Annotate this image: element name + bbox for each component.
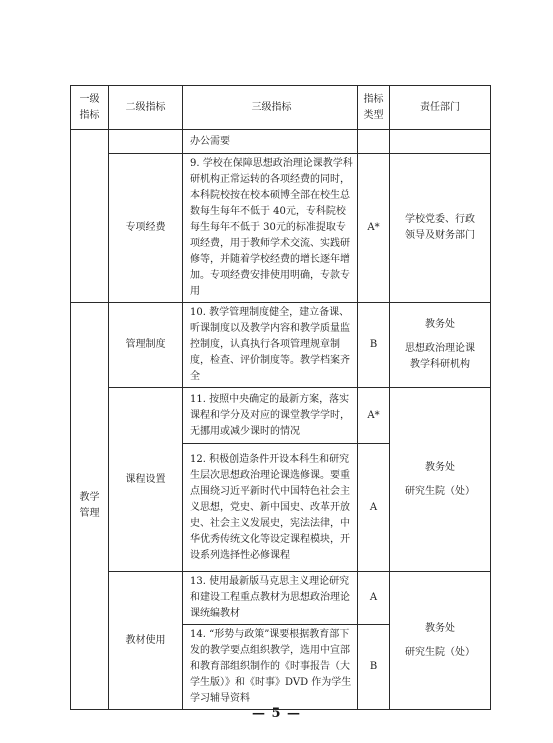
level3-cell-office: 办公需要 bbox=[183, 130, 358, 154]
dept-line: 教务处 bbox=[425, 461, 455, 473]
dept-cell-mgmt-system bbox=[390, 303, 491, 388]
level1-cell-teaching-management bbox=[71, 303, 109, 710]
page-number: — 5 — bbox=[251, 706, 302, 721]
dept-line: 研究生院（处） bbox=[405, 485, 475, 497]
table-row bbox=[71, 388, 491, 444]
header-dept: 责任部门 bbox=[390, 86, 491, 130]
header-level1-text: 一级 指标 bbox=[79, 93, 100, 121]
level2-cell-empty bbox=[109, 130, 183, 154]
header-level2: 二级指标 bbox=[109, 86, 183, 130]
table-row bbox=[71, 130, 491, 154]
level3-cell-item9: 9. 学校在保障思想政治理论课教学科研机构正常运转的各项经费的同时，本科院校按在校本硕博全部在校生总数每生每年不低于 40元，专科院校每生每年不低于 30元的标准提取专项经费，用于教师学术交流、实践研修等，并随着学校经费的增长逐年增加。专项经费安排使用明确，专款专用 bbox=[183, 154, 358, 303]
table-row bbox=[71, 572, 491, 625]
header-type bbox=[358, 86, 390, 130]
dept-line: 领导及财务部门 bbox=[405, 230, 475, 241]
level2-cell-mgmt-system: 管理制度 bbox=[109, 303, 183, 388]
type-cell-item10: B bbox=[358, 303, 390, 388]
dept-cell-special-funds bbox=[390, 154, 491, 303]
dept-line: 教务处 bbox=[425, 622, 455, 634]
dept-gap bbox=[390, 637, 490, 645]
level3-cell-item14: 14. “形势与政策”课要根据教育部下发的教学要点组织教学，选用中宣部和教育部组织制作的《时事报告（大学生版）》和《时事》DVD 作为学生学习辅导资料 bbox=[183, 625, 358, 710]
dept-line: 研究生院（处） bbox=[405, 646, 475, 658]
table-header-row bbox=[71, 86, 491, 130]
indicator-table bbox=[70, 85, 491, 710]
dept-cell-textbook bbox=[390, 572, 491, 710]
type-cell-item9: A* bbox=[358, 154, 390, 303]
level3-cell-item10: 10. 教学管理制度健全，建立备课、听课制度以及教学内容和教学质量监控制度，认真执行各项管理规章制度，检查、评价制度等。教学档案齐全 bbox=[183, 303, 358, 388]
dept-cell-empty bbox=[390, 130, 491, 154]
type-cell-item14: B bbox=[358, 625, 390, 710]
dept-gap bbox=[390, 476, 490, 484]
type-cell-item12: A bbox=[358, 444, 390, 572]
dept-cell-course-setup bbox=[390, 388, 491, 572]
level2-cell-course-setup: 课程设置 bbox=[109, 388, 183, 572]
header-level1 bbox=[71, 86, 109, 130]
type-cell-empty bbox=[358, 130, 390, 154]
dept-line: 教务处 bbox=[425, 319, 455, 330]
header-level3: 三级指标 bbox=[183, 86, 358, 130]
level3-cell-item13: 13. 使用最新版马克思主义理论研究和建设工程重点教材为思想政治理论课统编教材 bbox=[183, 572, 358, 625]
level1-teaching-management-text: 教学 管理 bbox=[79, 492, 100, 519]
dept-line: 教学科研机构 bbox=[410, 359, 470, 370]
level2-cell-special-funds: 专项经费 bbox=[109, 154, 183, 303]
dept-line: 学校党委、行政 bbox=[405, 214, 475, 225]
header-type-text: 指标 类型 bbox=[363, 93, 384, 121]
level3-cell-item12: 12. 积极创造条件开设本科生和研究生层次思想政治理论课选修课。要重点围绕习近平新时代中国特色社会主义思想，党史、新中国史、改革开放史、社会主义发展史，宪法法律，中华优秀传统文化等设定课程模块，开设系列选择性必修课程 bbox=[183, 444, 358, 572]
level3-cell-item11: 11. 按照中央确定的最新方案，落实课程和学分及对应的课堂教学学时，无挪用或减少课时的情况 bbox=[183, 388, 358, 444]
table-row bbox=[71, 303, 491, 388]
level1-cell-empty bbox=[71, 130, 109, 303]
level2-cell-textbook: 教材使用 bbox=[109, 572, 183, 710]
table-row bbox=[71, 154, 491, 303]
dept-line: 思想政治理论课 bbox=[405, 343, 475, 354]
dept-gap bbox=[390, 333, 490, 341]
type-cell-item11: A* bbox=[358, 388, 390, 444]
type-cell-item13: A bbox=[358, 572, 390, 625]
